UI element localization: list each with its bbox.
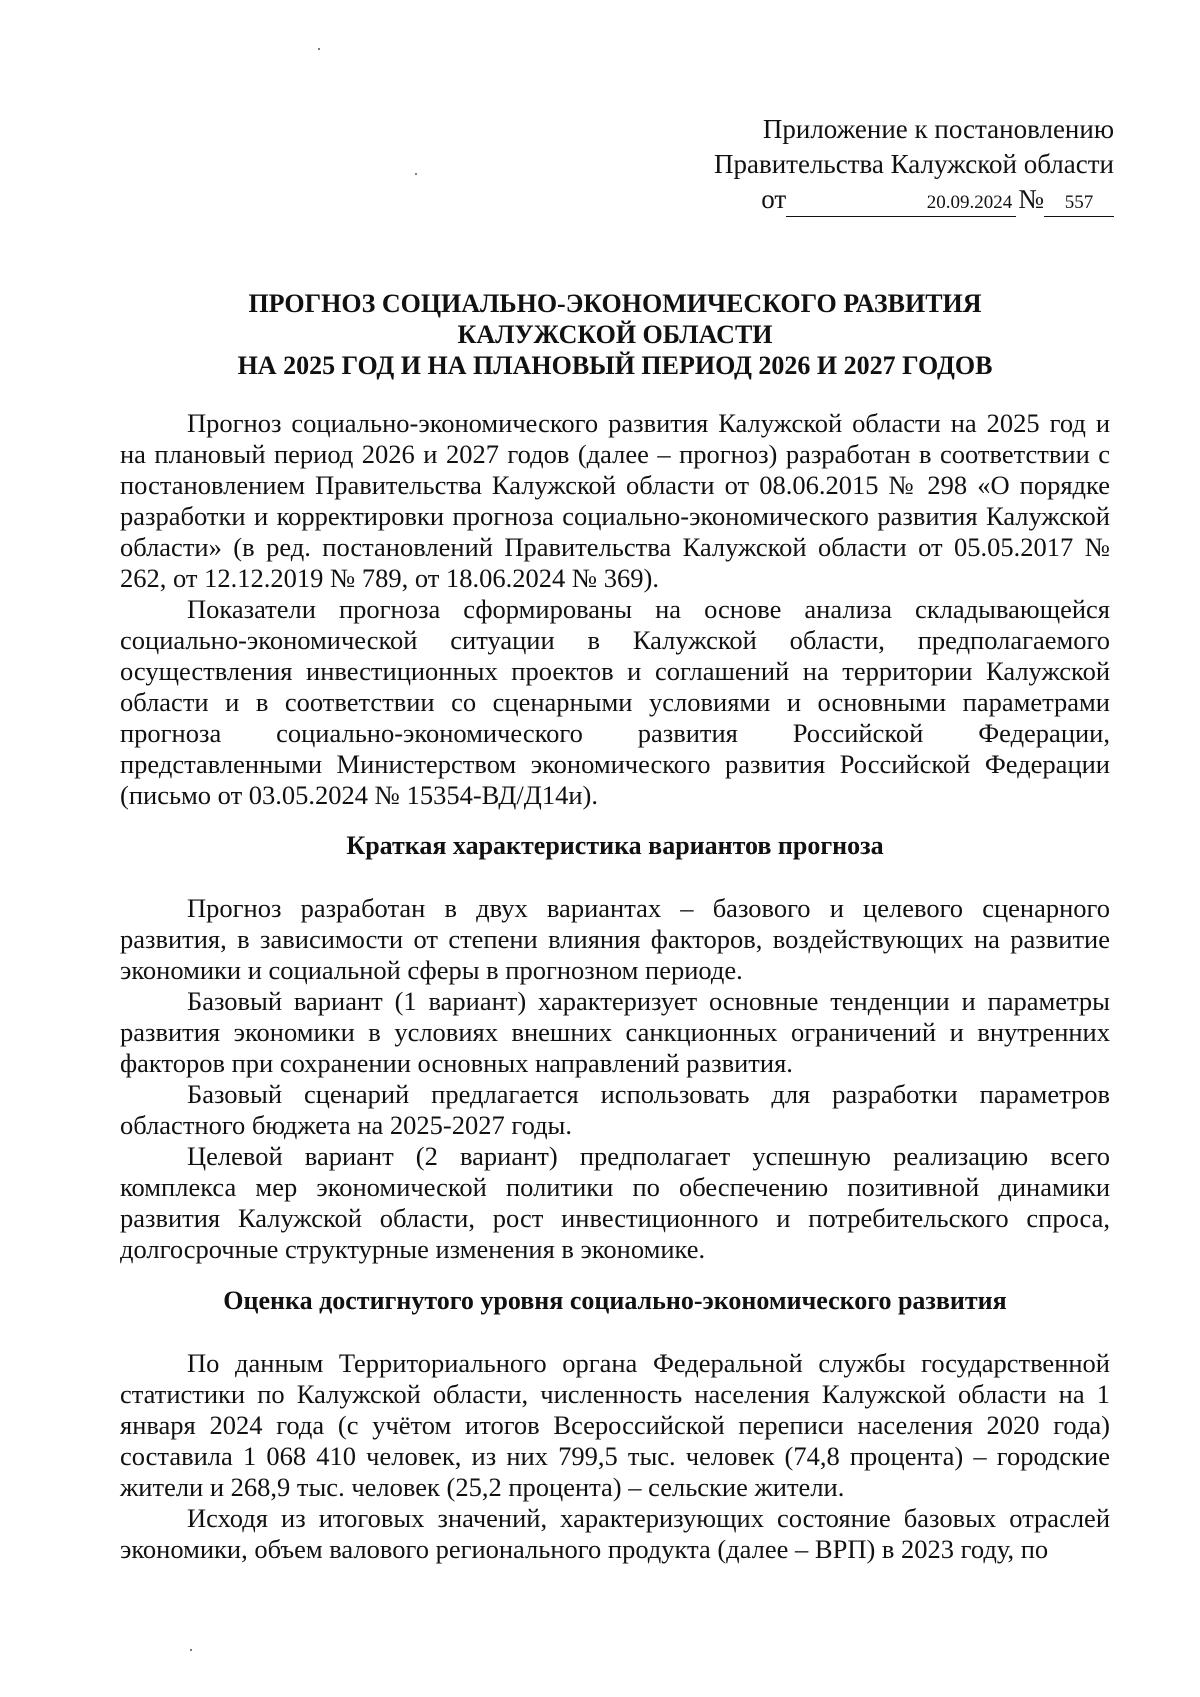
order-prefix: от	[761, 184, 787, 214]
scan-speck	[190, 1649, 192, 1651]
order-number: 557	[1044, 190, 1114, 217]
section-heading-variants: Краткая характеристика вариантов прогноза	[346, 831, 884, 860]
order-number-label: №	[1018, 184, 1044, 214]
document-title	[120, 288, 1110, 381]
title-line-2: КАЛУЖСКОЙ ОБЛАСТИ	[457, 320, 773, 349]
title-line-1: ПРОГНОЗ СОЦИАЛЬНО-ЭКОНОМИЧЕСКОГО РАЗВИТИЯ	[248, 289, 982, 318]
approval-header	[654, 112, 1114, 217]
scan-speck	[318, 48, 320, 50]
order-date: 20.09.2024	[786, 190, 1016, 217]
intro-paragraph-1: Прогноз социально-экономического развития Калужской области на 2025 год и на плановый период 2026 и 2027 годов (далее – прогноз) разработан в соответствии с постановлением Правительства Калужской области от 08.06.2015 № 298 «О порядке разработки и корректировки прогноза социально-экономического развития Калужской области» (в ред. постановлений Правительства Калужской области от 05.05.2017 № 262, от 12.12.2019 № 789, от 18.06.2024 № 369).	[120, 408, 1110, 593]
section-heading-assessment: Оценка достигнутого уровня социально-экономического развития	[223, 1286, 1007, 1315]
intro-section	[120, 408, 1110, 811]
variants-section	[120, 893, 1110, 1265]
appendix-label: Приложение к постановлению	[762, 114, 1114, 144]
variants-paragraph-2: Базовый вариант (1 вариант) характеризует основные тенденции и параметры развития экономики в условиях внешних санкционных ограничений и внутренних факторов при сохранении основных направлений развития.	[120, 986, 1110, 1078]
scan-speck	[415, 173, 417, 175]
assessment-paragraph-2: Исходя из итоговых значений, характеризующих состояние базовых отраслей экономики, объем валового регионального продукта (далее – ВРП) в 2023 году, по	[120, 1503, 1110, 1564]
order-reference	[654, 182, 1114, 217]
variants-paragraph-4: Целевой вариант (2 вариант) предполагает успешную реализацию всего комплекса мер экономической политики по обеспечению позитивной динамики развития Калужской области, рост инвестиционного и потребительского спроса, долгосрочные структурные изменения в экономике.	[120, 1141, 1110, 1264]
variants-paragraph-3: Базовый сценарий предлагается использовать для разработки параметров областного бюджета на 2025-2027 годы.	[120, 1079, 1110, 1140]
intro-paragraph-2: Показатели прогноза сформированы на основе анализа складывающейся социально-экономической ситуации в Калужской области, предполагаемого осуществления инвестиционных проектов и соглашений на территории Калужской области и в соответствии со сценарными условиями и основными параметрами прогноза социально-экономического развития Российской Федерации, представленными Министерством экономического развития Российской Федерации (письмо от 03.05.2024 № 15354-ВД/Д14и).	[120, 594, 1110, 810]
title-line-3: НА 2025 ГОД И НА ПЛАНОВЫЙ ПЕРИОД 2026 И 2027 ГОДОВ	[237, 351, 993, 380]
government-label: Правительства Калужской области	[713, 149, 1114, 179]
assessment-paragraph-1: По данным Территориального органа Федеральной службы государственной статистики по Калужской области, численность населения Калужской области на 1 января 2024 года (с учётом итогов Всероссийской переписи населения 2020 года) составила 1 068 410 человек, из них 799,5 тыс. человек (74,8 процента) – городские жители и 268,9 тыс. человек (25,2 процента) – сельские жители.	[120, 1348, 1110, 1502]
assessment-section	[120, 1348, 1110, 1565]
variants-paragraph-1: Прогноз разработан в двух вариантах – базового и целевого сценарного развития, в зависимости от степени влияния факторов, воздействующих на развитие экономики и социальной сферы в прогнозном периоде.	[120, 893, 1110, 985]
